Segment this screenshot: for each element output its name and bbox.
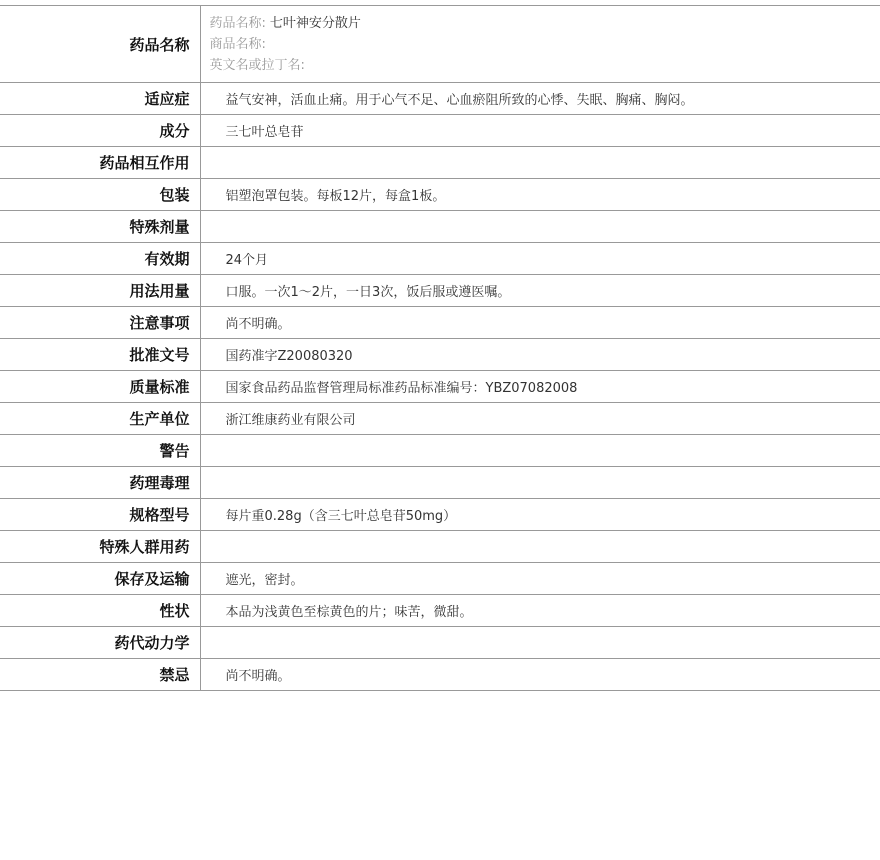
table-row xyxy=(0,627,880,659)
row-label: 生产单位 xyxy=(0,403,200,435)
row-label: 质量标准 xyxy=(0,371,200,403)
latin-name-key: 英文名或拉丁名: xyxy=(209,58,305,73)
row-label: 成分 xyxy=(0,115,200,147)
table-row xyxy=(0,595,880,627)
row-value: 尚不明确。 xyxy=(200,659,880,691)
table-row xyxy=(0,403,880,435)
table-row xyxy=(0,307,880,339)
table-row xyxy=(0,499,880,531)
row-value xyxy=(200,531,880,563)
drug-info-table-body xyxy=(0,6,880,691)
table-row xyxy=(0,467,880,499)
row-label: 有效期 xyxy=(0,243,200,275)
row-value xyxy=(200,211,880,243)
row-value: 遮光，密封。 xyxy=(200,563,880,595)
row-label: 药代动力学 xyxy=(0,627,200,659)
drug-name-line xyxy=(210,13,880,34)
row-label: 特殊剂量 xyxy=(0,211,200,243)
row-value xyxy=(200,435,880,467)
table-row xyxy=(0,659,880,691)
drug-info-table xyxy=(0,5,880,691)
table-row xyxy=(0,83,880,115)
row-label: 保存及运输 xyxy=(0,563,200,595)
row-value xyxy=(200,627,880,659)
row-value: 益气安神，活血止痛。用于心气不足、心血瘀阻所致的心悸、失眠、胸痛、胸闷。 xyxy=(200,83,880,115)
row-value: 本品为浅黄色至棕黄色的片；味苦，微甜。 xyxy=(200,595,880,627)
row-label: 禁忌 xyxy=(0,659,200,691)
row-label: 批准文号 xyxy=(0,339,200,371)
row-label: 警告 xyxy=(0,435,200,467)
row-value: 铝塑泡罩包装。每板12片，每盒1板。 xyxy=(200,179,880,211)
table-row-drug-name xyxy=(0,6,880,83)
latin-name-line xyxy=(210,55,880,76)
table-row xyxy=(0,147,880,179)
drug-name-cell xyxy=(200,6,880,83)
table-row xyxy=(0,371,880,403)
row-value: 尚不明确。 xyxy=(200,307,880,339)
row-value: 国家食品药品监督管理局标准药品标准编号：YBZ07082008 xyxy=(200,371,880,403)
row-label: 性状 xyxy=(0,595,200,627)
table-row xyxy=(0,563,880,595)
row-label: 适应症 xyxy=(0,83,200,115)
row-label: 药品相互作用 xyxy=(0,147,200,179)
table-row xyxy=(0,211,880,243)
row-value xyxy=(200,467,880,499)
trade-name-key: 商品名称: xyxy=(209,37,266,52)
drug-name-value: 七叶神安分散片 xyxy=(269,16,361,31)
row-label: 药品名称 xyxy=(0,6,200,83)
trade-name-line xyxy=(210,34,880,55)
row-label: 特殊人群用药 xyxy=(0,531,200,563)
row-value: 国药准字Z20080320 xyxy=(200,339,880,371)
row-label: 用法用量 xyxy=(0,275,200,307)
row-value: 每片重0.28g（含三七叶总皂苷50mg） xyxy=(200,499,880,531)
row-value: 24个月 xyxy=(200,243,880,275)
table-row xyxy=(0,115,880,147)
drug-name-key: 药品名称: xyxy=(209,16,266,31)
row-label: 药理毒理 xyxy=(0,467,200,499)
table-row xyxy=(0,531,880,563)
table-row xyxy=(0,339,880,371)
row-label: 包装 xyxy=(0,179,200,211)
row-value: 三七叶总皂苷 xyxy=(200,115,880,147)
row-value xyxy=(200,147,880,179)
table-row xyxy=(0,243,880,275)
table-row xyxy=(0,275,880,307)
row-value: 浙江维康药业有限公司 xyxy=(200,403,880,435)
drug-name-block xyxy=(201,12,880,76)
table-row xyxy=(0,179,880,211)
table-row xyxy=(0,435,880,467)
row-value: 口服。一次1～2片，一日3次，饭后服或遵医嘱。 xyxy=(200,275,880,307)
row-label: 规格型号 xyxy=(0,499,200,531)
row-label: 注意事项 xyxy=(0,307,200,339)
